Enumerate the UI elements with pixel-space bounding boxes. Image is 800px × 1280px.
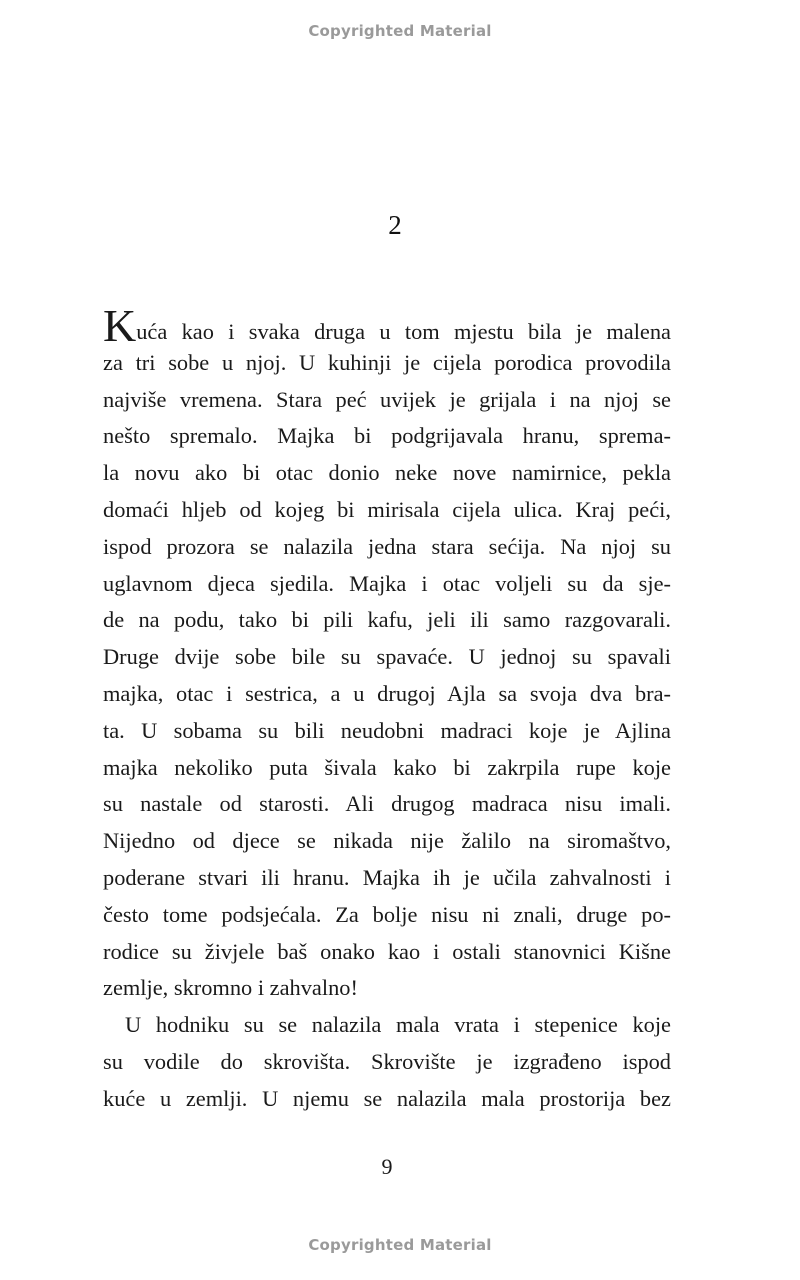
text-line: su vodile do skrovišta. Skrovište je izgrađeno ispod: [103, 1048, 671, 1074]
text-line: za tri sobe u njoj. U kuhinji je cijela porodica provodila: [103, 349, 671, 375]
text-line: uglavnom djeca sjedila. Majka i otac voljeli su da sje-: [103, 570, 671, 596]
text-line: zemlje, skromno i zahvalno!: [103, 975, 358, 1001]
chapter-number: 2: [388, 210, 402, 240]
drop-cap: K: [103, 300, 137, 351]
text-line-content: uća kao i svaka druga u tom mjestu bila je malena: [136, 319, 671, 344]
text-line: rodice su živjele baš onako kao i ostali stanovnici Kišne: [103, 938, 671, 964]
text-line: su nastale od starosti. Ali drugog madraca nisu imali.: [103, 791, 671, 817]
text-line: U hodniku su se nalazila mala vrata i stepenice koje: [125, 1012, 671, 1038]
body-text: [103, 300, 671, 1118]
text-line: kuće u zemlji. U njemu se nalazila mala prostorija bez: [103, 1085, 671, 1111]
text-line: ta. U sobama su bili neudobni madraci koje je Ajlina: [103, 717, 671, 743]
text-line: Druge dvije sobe bile su spavaće. U jednoj su spavali: [103, 644, 671, 670]
text-line: [103, 300, 671, 351]
paragraph-2: [103, 1007, 671, 1117]
page-number: 9: [381, 1154, 393, 1179]
text-line: majka nekoliko puta šivala kako bi zakrpila rupe koje: [103, 754, 671, 780]
text-line: najviše vremena. Stara peć uvijek je grijala i na njoj se: [103, 386, 671, 412]
paragraph-1: [103, 300, 671, 1007]
text-line: nešto spremalo. Majka bi podgrijavala hranu, sprema-: [103, 423, 671, 449]
text-line: Nijedno od djece se nikada nije žalilo na siromaštvo,: [103, 828, 671, 854]
text-line: la novu ako bi otac donio neke nove namirnice, pekla: [103, 460, 671, 486]
text-line: često tome podsjećala. Za bolje nisu ni znali, druge po-: [103, 901, 671, 927]
text-line: domaći hljeb od kojeg bi mirisala cijela ulica. Kraj peći,: [103, 496, 671, 522]
watermark-bottom: Copyrighted Material: [308, 1236, 492, 1254]
text-line: poderane stvari ili hranu. Majka ih je učila zahvalnosti i: [103, 864, 671, 890]
text-line: de na podu, tako bi pili kafu, jeli ili samo razgovarali.: [103, 607, 671, 633]
text-line: majka, otac i sestrica, a u drugoj Ajla sa svoja dva bra-: [103, 680, 671, 706]
watermark-top: Copyrighted Material: [308, 22, 492, 40]
text-line: ispod prozora se nalazila jedna stara sećija. Na njoj su: [103, 533, 671, 559]
